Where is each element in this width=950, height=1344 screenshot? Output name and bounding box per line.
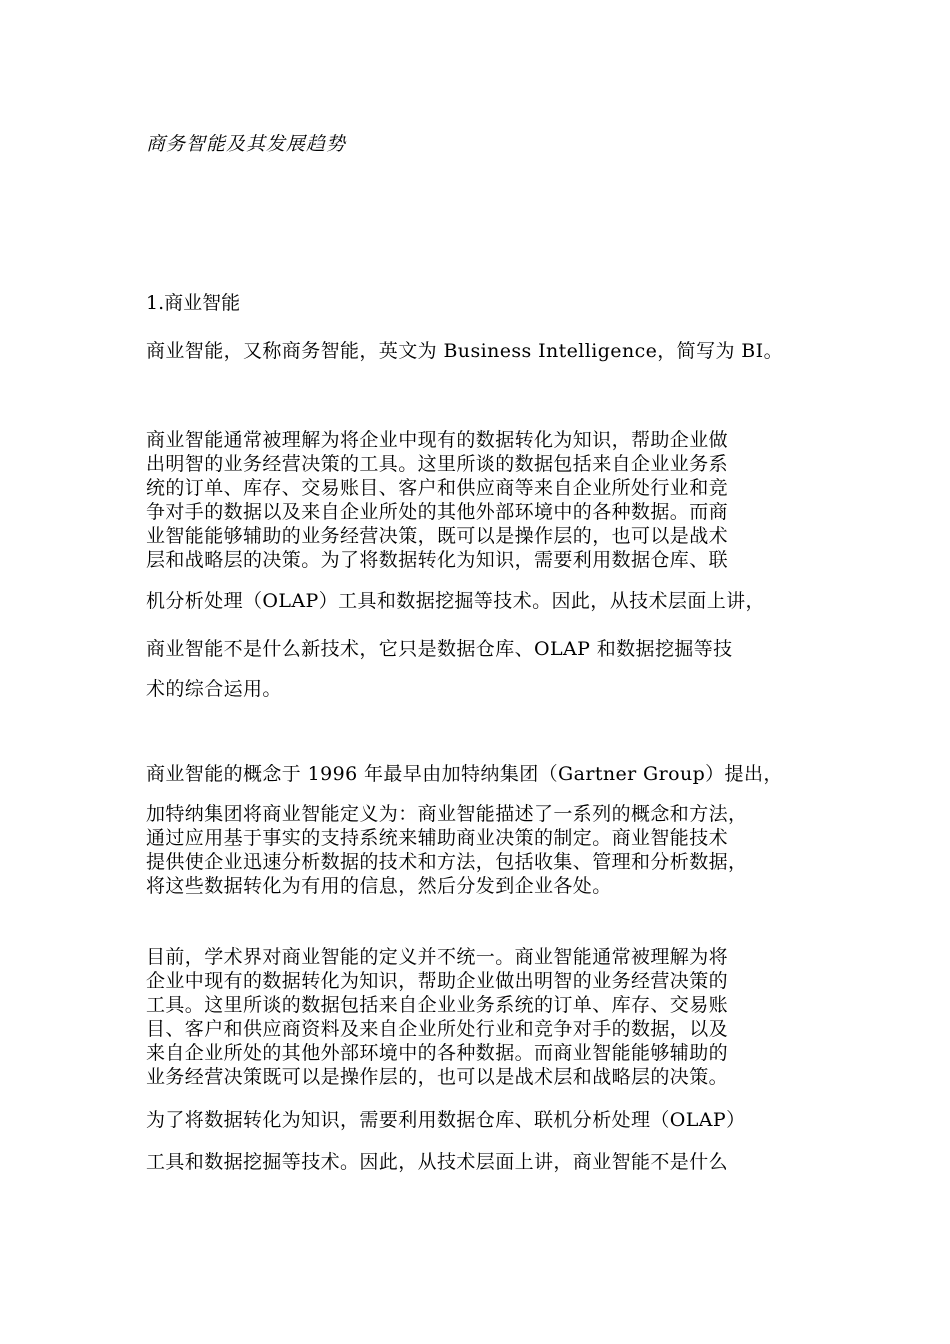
paragraph-line: 商业智能不是什么新技术，它只是数据仓库、OLAP 和数据挖掘等技: [146, 638, 733, 660]
paragraph-line: 业务经营决策既可以是操作层的，也可以是战术层和战略层的决策。: [146, 1066, 729, 1088]
paragraph-line: 将这些数据转化为有用的信息，然后分发到企业各处。: [146, 875, 612, 897]
paragraph-line: 工具。这里所谈的数据包括来自企业业务系统的订单、库存、交易账: [146, 994, 729, 1016]
paragraph-line: 商业智能，又称商务智能，英文为 Business Intelligence，简写为 BI。: [146, 340, 783, 362]
paragraph-line: 加特纳集团将商业智能定义为：商业智能描述了一系列的概念和方法，: [146, 803, 748, 825]
paragraph-line: 商业智能通常被理解为将企业中现有的数据转化为知识，帮助企业做: [146, 429, 729, 451]
paragraph-line: 出明智的业务经营决策的工具。这里所谈的数据包括来自企业业务系: [146, 453, 729, 475]
paragraph-line: 企业中现有的数据转化为知识，帮助企业做出明智的业务经营决策的: [146, 970, 729, 992]
paragraph-line: 目、客户和供应商资料及来自企业所处行业和竞争对手的数据，以及: [146, 1018, 729, 1040]
paragraph-line: 机分析处理（OLAP）工具和数据挖掘等技术。因此，从技术层面上讲，: [146, 590, 765, 612]
paragraph-line: 通过应用基于事实的支持系统来辅助商业决策的制定。商业智能技术: [146, 827, 729, 849]
paragraph-line: 业智能能够辅助的业务经营决策，既可以是操作层的，也可以是战术: [146, 525, 729, 547]
paragraph-line: 统的订单、库存、交易账目、客户和供应商等来自企业所处行业和竞: [146, 477, 729, 499]
paragraph-line: 层和战略层的决策。为了将数据转化为知识，需要利用数据仓库、联: [146, 549, 729, 571]
paragraph-line: 术的综合运用。: [146, 678, 282, 700]
paragraph-line: 争对手的数据以及来自企业所处的其他外部环境中的各种数据。而商: [146, 501, 729, 523]
paragraph-line: 提供使企业迅速分析数据的技术和方法，包括收集、管理和分析数据，: [146, 851, 748, 873]
paragraph-line: 工具和数据挖掘等技术。因此，从技术层面上讲，商业智能不是什么: [146, 1151, 729, 1173]
paragraph-line: 为了将数据转化为知识，需要利用数据仓库、联机分析处理（OLAP）: [146, 1109, 746, 1131]
paragraph-line: 目前，学术界对商业智能的定义并不统一。商业智能通常被理解为将: [146, 946, 729, 968]
document-title: 商务智能及其发展趋势: [146, 133, 347, 155]
section-heading: 1.商业智能: [146, 292, 241, 314]
paragraph-line: 来自企业所处的其他外部环境中的各种数据。而商业智能能够辅助的: [146, 1042, 729, 1064]
paragraph-line: 商业智能的概念于 1996 年最早由加特纳集团（Gartner Group）提出，: [146, 763, 783, 785]
